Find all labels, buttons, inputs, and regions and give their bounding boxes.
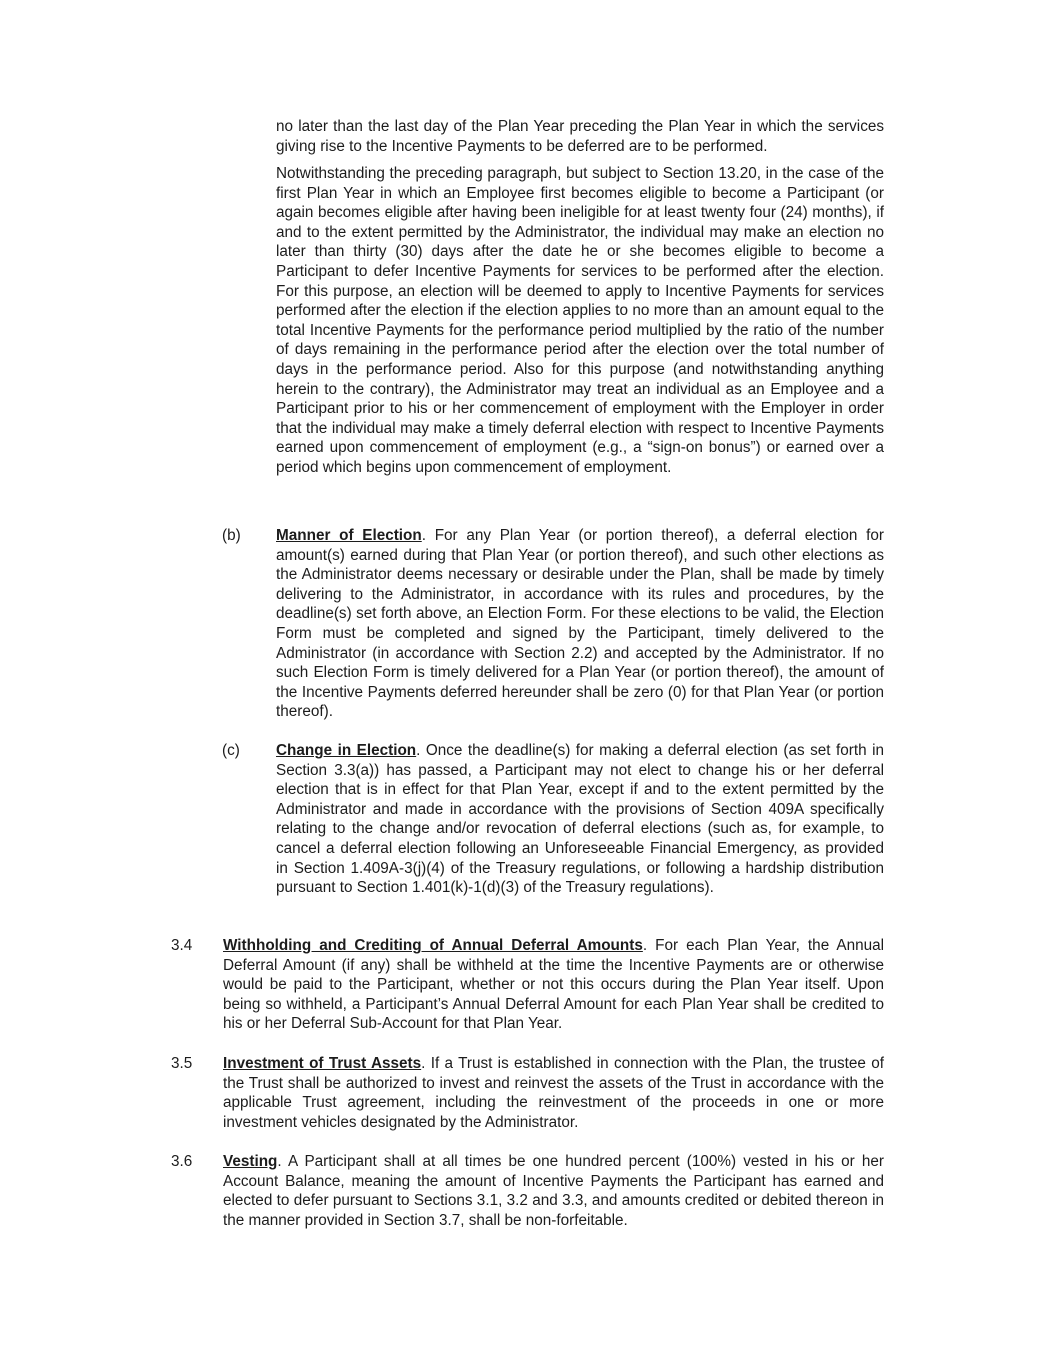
intro-paragraph-1: no later than the last day of the Plan Year preceding the Plan Year in which the services giving rise to the Incentive Payments to be deferred are to be performed. <box>276 118 884 155</box>
section-number-3-4: 3.4 <box>171 937 193 954</box>
intro-paragraph-2: Notwithstanding the preceding paragraph, but subject to Section 13.20, in the case of the first Plan Year in which an Employee first becomes eligible to become a Participant (or again becomes eligible after having been ineligible for at least twenty four (24) months), if and to the extent permitted by the Administrator, the individual may make an election no later than thirty (30) days after the date he or she becomes eligible to become a Participant to defer Incentive Payments for services to be performed after the election. For this purpose, an election will be deemed to apply to Incentive Payments for services performed after the election if the election applies to no more than an amount equal to the total Incentive Payments for the performance period multiplied by the ratio of the number of days remaining in the performance period after the election over the total number of days in the performance period. Also for this purpose (and notwithstanding anything herein to the contrary), the Administrator may treat an individual as an Employee and a Participant prior to his or her commencement of employment with the Employer in order that the individual may make a timely deferral election with respect to Incentive Payments earned upon commencement of employment (e.g., a “sign-on bonus”) or earned over a period which begins upon commencement of employment. <box>276 165 884 476</box>
section-3-4-body: . For each Plan Year, the Annual Deferral Amount (if any) shall be withheld at the time the Incentive Payments are or otherwise would be paid to the Participant, whether or not this occurs during the Plan Year itself. Upon being so withheld, a Participant’s Annual Deferral Amount for each Plan Year shall be credited to his or her Deferral Sub-Account for that Plan Year. <box>223 937 884 1033</box>
section-number-3-6: 3.6 <box>171 1153 193 1170</box>
subsection-label-c: (c) <box>222 742 240 759</box>
subsection-label-b: (b) <box>222 527 241 544</box>
section-3-5-body: . If a Trust is established in connection with the Plan, the trustee of the Trust shall be authorized to invest and reinvest the assets of the Trust in accordance with the applicable Trust agreement, including the reinvestment of the proceeds in one or more investment vehicles designated by the Administrator. <box>223 1055 884 1131</box>
section-3-6-body: . A Participant shall at all times be one hundred percent (100%) vested in his or her Account Balance, meaning the amount of Incentive Payments the Participant has earned and elected to defer pursuant to Sections 3.1, 3.2 and 3.3, and amounts credited or debited thereon in the manner provided in Section 3.7, shall be non-forfeitable. <box>223 1153 884 1229</box>
section-number-3-5: 3.5 <box>171 1055 193 1072</box>
section-3-5-paragraph <box>223 1054 884 1132</box>
section-3-4-heading: Withholding and Crediting of Annual Deferral Amounts <box>223 937 643 954</box>
section-3-4-paragraph <box>223 936 884 1034</box>
subsection-c-heading: Change in Election <box>276 742 417 759</box>
section-3-5-heading: Investment of Trust Assets <box>223 1055 422 1072</box>
subsection-b-paragraph <box>276 526 884 722</box>
subsection-b-heading: Manner of Election <box>276 527 422 544</box>
subsection-b-body: . For any Plan Year (or portion thereof), a deferral election for amount(s) earned during that Plan Year (or portion thereof), and such other elections as the Administrator deems necessary or desirable under the Plan, shall be made by timely delivering to the Administrator, in accordance with its rules and procedures, by the deadline(s) set forth above, an Election Form. For these elections to be valid, the Election Form must be completed and signed by the Participant, timely delivered to the Administrator (in accordance with Section 2.2) and accepted by the Administrator. If no such Election Form is timely delivered for a Plan Year (or portion thereof), the amount of the Incentive Payments deferred hereunder shall be zero (0) for that Plan Year (or portion thereof). <box>276 527 884 721</box>
subsection-c-body: . Once the deadline(s) for making a deferral election (as set forth in Section 3.3(a)) has passed, a Participant may not elect to change his or her deferral election that is in effect for that Plan Year, except if and to the extent permitted by the Administrator and made in accordance with the provisions of Section 409A specifically relating to the change and/or revocation of deferral elections (such as, for example, to cancel a deferral election following an Unforeseeable Financial Emergency, as provided in Section 1.409A-3(j)(4) of the Treasury regulations, or following a hardship distribution pursuant to Section 1.401(k)-1(d)(3) of the Treasury regulations). <box>276 742 885 897</box>
section-3-6-heading: Vesting <box>223 1153 278 1170</box>
section-3-6-paragraph <box>223 1152 884 1230</box>
subsection-c-paragraph <box>276 741 884 898</box>
